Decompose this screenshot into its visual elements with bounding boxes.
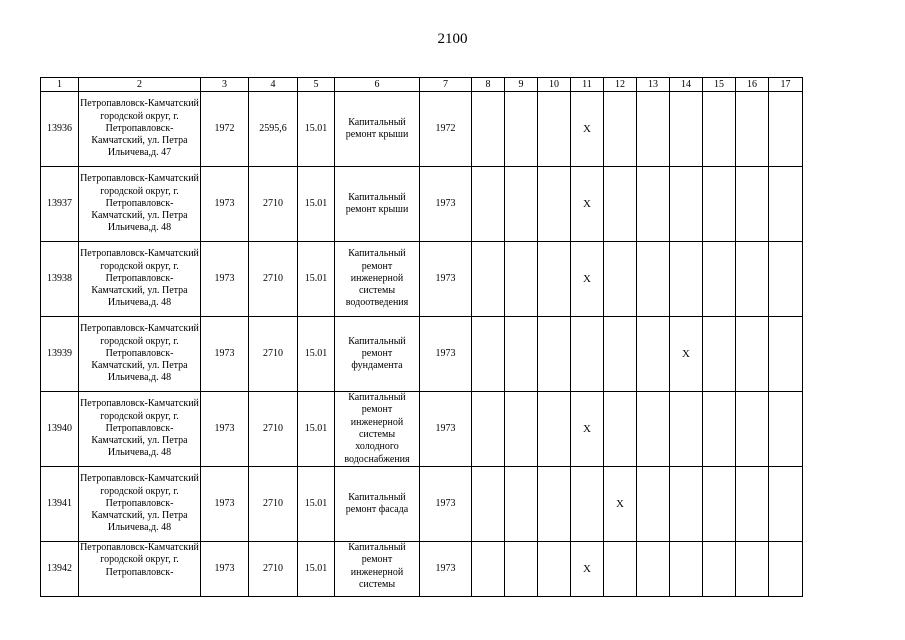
column-header: 11 — [571, 78, 604, 92]
column-header: 3 — [201, 78, 249, 92]
empty-cell — [505, 467, 538, 542]
record-id: 13936 — [41, 92, 79, 167]
year-cell: 1972 — [420, 92, 472, 167]
empty-cell — [538, 467, 571, 542]
area-cell: 2710 — [249, 167, 298, 242]
column-header: 4 — [249, 78, 298, 92]
empty-cell — [538, 317, 571, 392]
empty-cell — [703, 167, 736, 242]
empty-cell — [472, 242, 505, 317]
column-header: 1 — [41, 78, 79, 92]
table-row — [41, 242, 803, 317]
repair-register-table — [40, 77, 803, 597]
code-cell: 15.01 — [298, 317, 335, 392]
year-cell: 1973 — [420, 167, 472, 242]
record-id: 13942 — [41, 542, 79, 597]
column-header: 5 — [298, 78, 335, 92]
empty-cell — [670, 167, 703, 242]
column-header: 6 — [335, 78, 420, 92]
empty-cell — [505, 167, 538, 242]
record-id: 13940 — [41, 392, 79, 467]
column-header: 13 — [637, 78, 670, 92]
build-year-cell: 1972 — [201, 92, 249, 167]
empty-cell — [637, 467, 670, 542]
empty-cell — [472, 92, 505, 167]
empty-cell — [769, 317, 803, 392]
address-cell: Петропавловск-Камчатский городской округ, г. Петропавловск-Камчатский, ул. Петра Ильичева,д. 48 — [79, 317, 201, 392]
year-cell: 1973 — [420, 467, 472, 542]
empty-cell — [736, 92, 769, 167]
area-cell: 2595,6 — [249, 92, 298, 167]
column-header: 8 — [472, 78, 505, 92]
empty-cell — [703, 242, 736, 317]
empty-cell — [769, 467, 803, 542]
empty-cell — [472, 392, 505, 467]
empty-cell — [637, 242, 670, 317]
empty-cell — [604, 167, 637, 242]
record-id: 13938 — [41, 242, 79, 317]
build-year-cell: 1973 — [201, 317, 249, 392]
year-cell: 1973 — [420, 317, 472, 392]
record-id: 13941 — [41, 467, 79, 542]
column-header: 10 — [538, 78, 571, 92]
empty-cell — [472, 542, 505, 597]
empty-cell — [505, 317, 538, 392]
area-cell: 2710 — [249, 467, 298, 542]
mark-cell: X — [571, 242, 604, 317]
code-cell: 15.01 — [298, 392, 335, 467]
area-cell: 2710 — [249, 392, 298, 467]
mark-cell: X — [571, 542, 604, 597]
record-id: 13937 — [41, 167, 79, 242]
code-cell: 15.01 — [298, 242, 335, 317]
empty-cell — [670, 392, 703, 467]
empty-cell — [736, 167, 769, 242]
empty-cell — [571, 317, 604, 392]
empty-cell — [670, 467, 703, 542]
column-header: 17 — [769, 78, 803, 92]
work-type-cell: Капитальный ремонт инженерной системы холодного водоснабжения — [335, 392, 420, 467]
work-type-cell: Капитальный ремонт инженерной системы водоотведения — [335, 242, 420, 317]
empty-cell — [769, 392, 803, 467]
empty-cell — [538, 392, 571, 467]
empty-cell — [736, 317, 769, 392]
build-year-cell: 1973 — [201, 542, 249, 597]
column-header: 2 — [79, 78, 201, 92]
year-cell: 1973 — [420, 242, 472, 317]
address-cell: Петропавловск-Камчатский городской округ, г. Петропавловск-Камчатский, ул. Петра Ильичева,д. 48 — [79, 167, 201, 242]
empty-cell — [637, 392, 670, 467]
empty-cell — [769, 242, 803, 317]
empty-cell — [637, 167, 670, 242]
empty-cell — [604, 542, 637, 597]
empty-cell — [604, 317, 637, 392]
address-cell: Петропавловск-Камчатский городской округ, г. Петропавловск- — [79, 542, 201, 597]
address-cell: Петропавловск-Камчатский городской округ, г. Петропавловск-Камчатский, ул. Петра Ильичева,д. 48 — [79, 392, 201, 467]
area-cell: 2710 — [249, 542, 298, 597]
empty-cell — [472, 317, 505, 392]
empty-cell — [604, 92, 637, 167]
work-type-cell: Капитальный ремонт фундамента — [335, 317, 420, 392]
empty-cell — [670, 542, 703, 597]
empty-cell — [472, 167, 505, 242]
build-year-cell: 1973 — [201, 167, 249, 242]
column-header: 7 — [420, 78, 472, 92]
work-type-cell: Капитальный ремонт инженерной системы — [335, 542, 420, 597]
work-type-cell: Капитальный ремонт крыши — [335, 167, 420, 242]
area-cell: 2710 — [249, 317, 298, 392]
table-row — [41, 92, 803, 167]
record-id: 13939 — [41, 317, 79, 392]
empty-cell — [538, 92, 571, 167]
empty-cell — [505, 542, 538, 597]
table-row — [41, 467, 803, 542]
build-year-cell: 1973 — [201, 467, 249, 542]
column-header: 16 — [736, 78, 769, 92]
column-header: 12 — [604, 78, 637, 92]
column-number-header-row — [41, 78, 803, 92]
empty-cell — [637, 92, 670, 167]
table-row — [41, 317, 803, 392]
empty-cell — [769, 167, 803, 242]
work-type-cell: Капитальный ремонт крыши — [335, 92, 420, 167]
column-header: 14 — [670, 78, 703, 92]
empty-cell — [538, 542, 571, 597]
empty-cell — [604, 242, 637, 317]
mark-cell: X — [670, 317, 703, 392]
mark-cell: X — [571, 167, 604, 242]
empty-cell — [703, 467, 736, 542]
empty-cell — [703, 392, 736, 467]
address-cell: Петропавловск-Камчатский городской округ, г. Петропавловск-Камчатский, ул. Петра Ильичева,д. 48 — [79, 242, 201, 317]
work-type-cell: Капитальный ремонт фасада — [335, 467, 420, 542]
code-cell: 15.01 — [298, 92, 335, 167]
page-number: 2100 — [437, 31, 468, 47]
empty-cell — [670, 92, 703, 167]
empty-cell — [703, 317, 736, 392]
empty-cell — [505, 92, 538, 167]
table-row — [41, 542, 803, 597]
empty-cell — [505, 392, 538, 467]
year-cell: 1973 — [420, 542, 472, 597]
mark-cell: X — [571, 392, 604, 467]
empty-cell — [736, 392, 769, 467]
table-row — [41, 167, 803, 242]
empty-cell — [637, 542, 670, 597]
code-cell: 15.01 — [298, 542, 335, 597]
empty-cell — [604, 392, 637, 467]
code-cell: 15.01 — [298, 467, 335, 542]
mark-cell: X — [604, 467, 637, 542]
mark-cell: X — [571, 92, 604, 167]
code-cell: 15.01 — [298, 167, 335, 242]
empty-cell — [703, 92, 736, 167]
empty-cell — [571, 467, 604, 542]
table-row — [41, 392, 803, 467]
empty-cell — [472, 467, 505, 542]
empty-cell — [736, 242, 769, 317]
build-year-cell: 1973 — [201, 392, 249, 467]
empty-cell — [538, 242, 571, 317]
empty-cell — [769, 542, 803, 597]
empty-cell — [736, 542, 769, 597]
empty-cell — [670, 242, 703, 317]
empty-cell — [703, 542, 736, 597]
area-cell: 2710 — [249, 242, 298, 317]
empty-cell — [769, 92, 803, 167]
address-cell: Петропавловск-Камчатский городской округ, г. Петропавловск-Камчатский, ул. Петра Ильичева,д. 48 — [79, 467, 201, 542]
empty-cell — [505, 242, 538, 317]
build-year-cell: 1973 — [201, 242, 249, 317]
column-header: 15 — [703, 78, 736, 92]
address-cell: Петропавловск-Камчатский городской округ, г. Петропавловск-Камчатский, ул. Петра Ильичева,д. 47 — [79, 92, 201, 167]
empty-cell — [637, 317, 670, 392]
year-cell: 1973 — [420, 392, 472, 467]
column-header: 9 — [505, 78, 538, 92]
empty-cell — [538, 167, 571, 242]
empty-cell — [736, 467, 769, 542]
